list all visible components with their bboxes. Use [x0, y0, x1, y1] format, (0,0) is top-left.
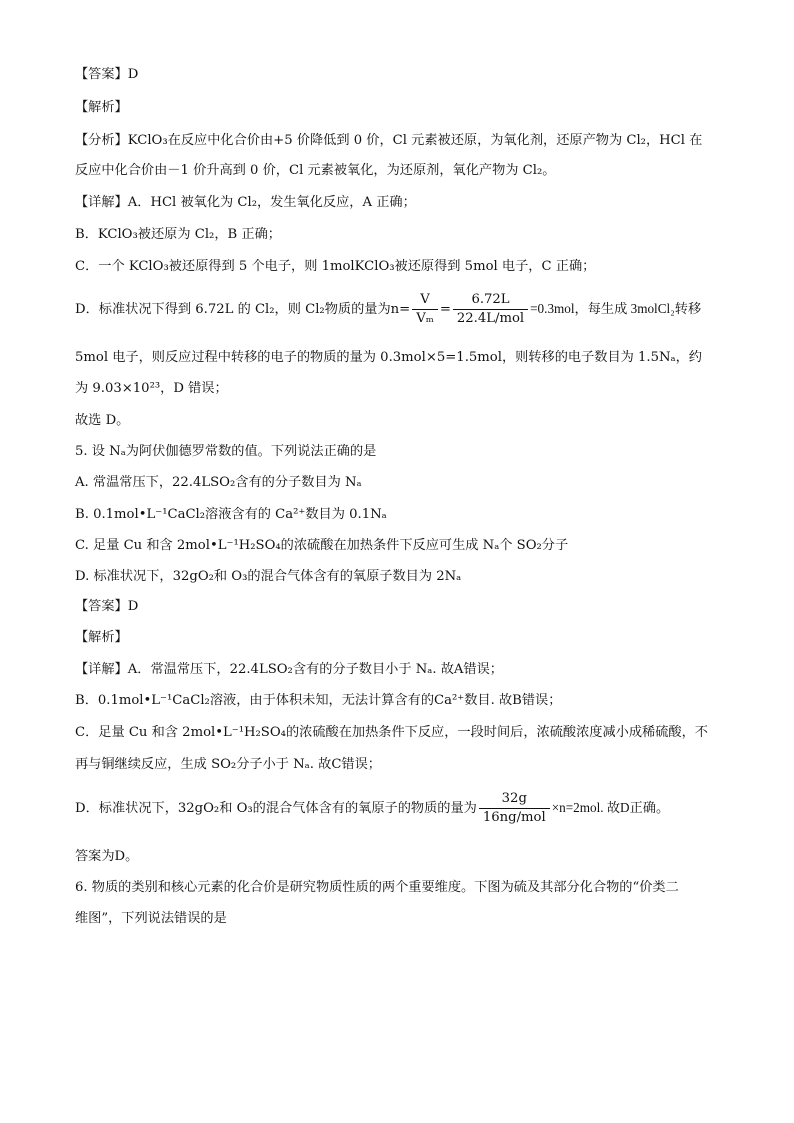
- q4-conclusion: 故选 D。: [75, 413, 130, 428]
- q5-conclusion: 答案为D。: [75, 849, 139, 864]
- q4-answer: 【答案】D: [75, 67, 139, 82]
- q4-detail-c: C．一个 KClO₃被还原得到 5 个电子，则 1molKClO₃被还原得到 5mol 电子，C 正确；: [75, 259, 596, 274]
- q5-stem: 5. 设 Nₐ为阿伏伽德罗常数的值。下列说法正确的是: [75, 444, 377, 459]
- fraction-numerator: 32g: [479, 791, 550, 809]
- q5-answer: 【答案】D: [75, 599, 139, 614]
- q5-option-c: C. 足量 Cu 和含 2mol•L⁻¹H₂SO₄的浓硫酸在加热条件下反应可生成 Nₐ个 SO₂分子: [75, 538, 569, 553]
- q4-detail-d-line-1: [75, 291, 701, 328]
- fraction-denominator: 22.4L/mol: [456, 311, 525, 326]
- q4-fenxi-line-1: 【分析】KClO₃在反应中化合价由+5 价降低到 0 价，Cl 元素被还原，为氧化剂，还原产物为 Cl₂，HCl 在: [75, 133, 703, 148]
- fraction-denominator: 16ng/mol: [482, 810, 546, 825]
- q5-option-a: A. 常温常压下，22.4LSO₂含有的分子数目为 Nₐ: [75, 475, 362, 490]
- q5-detail-d: [75, 790, 669, 827]
- q4-d-text-pre: D．标准状况下得到 6.72L 的 Cl₂，则 Cl₂物质的量为n=: [75, 302, 411, 317]
- formula-fraction-value: [453, 292, 528, 327]
- q5-d-text-pre: D．标准状况下，32gO₂和 O₃的混合气体含有的氧原子的物质的量为: [75, 801, 477, 816]
- q5-detail-a: 【详解】A．常温常压下，22.4LSO₂含有的分子数目小于 Nₐ. 故A错误；: [75, 662, 503, 677]
- q4-detail-b: B．KClO₃被还原为 Cl₂，B 正确；: [75, 227, 281, 242]
- formula-fraction-v-over-vm: [412, 292, 438, 327]
- q5-detail-b: B．0.1mol•L⁻¹CaCl₂溶液，由于体积未知，无法计算含有的Ca²⁺数目. 故B错误；: [75, 693, 562, 708]
- q4-detail-d-line-2: 5mol 电子，则反应过程中转移的电子的物质的量为 0.3mol×5=1.5mol，则转移的电子数目为 1.5Nₐ，约: [75, 350, 702, 365]
- q5-option-b: B. 0.1mol•L⁻¹CaCl₂溶液含有的 Ca²⁺数目为 0.1Nₐ: [75, 507, 387, 522]
- formula-fraction-moles: [479, 791, 550, 826]
- q4-analysis-heading: 【解析】: [75, 100, 128, 115]
- fraction-numerator: 6.72L: [453, 292, 528, 310]
- q4-detail-a: 【详解】A．HCl 被氧化为 Cl₂，发生氧化反应，A 正确；: [75, 195, 416, 210]
- q4-d-text-post: =0.3mol，每生成 3molCl₂转移: [530, 301, 702, 316]
- q5-option-d: D. 标准状况下，32gO₂和 O₃的混合气体含有的氧原子数目为 2Nₐ: [75, 569, 462, 584]
- q6-stem-line-2: 维图”，下列说法错误的是: [75, 911, 227, 926]
- q4-detail-d-line-3: 为 9.03×10²³，D 错误；: [75, 381, 228, 396]
- q4-fenxi-line-2: 反应中化合价由－1 价升高到 0 价，Cl 元素被氧化，为还原剂，氧化产物为 Cl₂。: [75, 163, 556, 178]
- equals-sign: =: [439, 302, 451, 317]
- q5-detail-c-line-1: C．足量 Cu 和含 2mol•L⁻¹H₂SO₄的浓硫酸在加热条件下反应，一段时间后，浓硫酸浓度减小成稀硫酸，不: [75, 725, 708, 740]
- q5-detail-c-line-2: 再与铜继续反应，生成 SO₂分子小于 Nₐ. 故C错误；: [75, 757, 381, 772]
- fraction-numerator: V: [412, 292, 438, 310]
- q6-stem-line-1: 6. 物质的类别和核心元素的化合价是研究物质性质的两个重要维度。下图为硫及其部分化合物的“价类二: [75, 880, 679, 895]
- q5-analysis-heading: 【解析】: [75, 630, 128, 645]
- fraction-denominator: Vₘ: [416, 311, 434, 326]
- q5-d-text-post: ×n=2mol. 故D正确。: [551, 800, 670, 815]
